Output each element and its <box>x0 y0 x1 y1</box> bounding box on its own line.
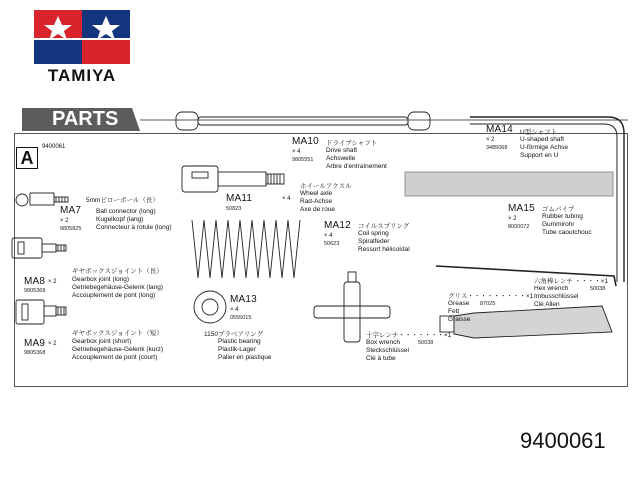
part-names: Coil spring Spiralfeder Ressort hélicoïdal <box>358 230 410 253</box>
tool-number: 87025 <box>480 301 496 307</box>
tool-jp-name: 十字レンチ・・・・・・・×1 <box>366 332 452 339</box>
part-jp-name: コイルスプリング <box>358 223 410 230</box>
part-number: 50623 <box>324 241 340 247</box>
gearbox-joint-long-illustration <box>12 238 66 258</box>
section-title: PARTS <box>52 108 119 130</box>
coil-spring-illustration <box>192 220 300 278</box>
part-id: MA10 <box>292 136 319 147</box>
drive-shaft-illustration <box>176 112 430 130</box>
part-jp-name: 1150プラベアリング <box>204 331 264 338</box>
part-id: MA14 <box>486 124 513 135</box>
part-names: Rubber tubing Gummirohr Tube caoutchouc <box>542 213 592 236</box>
part-jp-name: ギヤボックスジョイント（長） <box>72 268 163 275</box>
part-qty: × 2 <box>48 279 57 285</box>
part-id: MA7 <box>60 205 82 216</box>
part-names: Gearbox joint (short) Getriebegehäuse-Gelenk (kurz) Accouplement de pont (court) <box>72 338 164 361</box>
part-qty: × 4 <box>324 233 333 239</box>
part-names: Drive shaft Achswelle Arbre d'entraînement <box>326 147 387 170</box>
tool-names: Box wrench Steckschlüssel Clé à tube <box>366 339 409 362</box>
tool-names: Hex wrench Imbusschlüssel Clé Allen <box>534 285 579 308</box>
bag-letter: A <box>16 147 38 169</box>
part-number: 8000072 <box>508 224 530 230</box>
part-qty: × 2 <box>508 216 517 222</box>
rubber-tubing-illustration <box>405 172 613 196</box>
part-id: MA13 <box>230 294 257 305</box>
part-id: MA15 <box>508 203 535 214</box>
part-qty: × 4 <box>282 196 291 202</box>
part-id: MA12 <box>324 220 351 231</box>
gearbox-joint-short-illustration <box>16 300 66 324</box>
part-id: MA9 <box>24 338 46 349</box>
part-jp-name: ギヤボックスジョイント（短） <box>72 330 163 337</box>
plastic-bearing-illustration <box>194 291 226 323</box>
part-number: 0555015 <box>230 315 252 321</box>
part-names: Ball connector (long) Kugelkopf (lang) Connecteur à rotule (long) <box>96 208 172 231</box>
part-names: Wheel axle Rad-Achse Axe de roue <box>300 190 336 213</box>
part-jp-name: U型シャフト <box>520 129 558 136</box>
part-number: 9805551 <box>292 157 314 163</box>
part-qty: × 4 <box>230 307 239 313</box>
part-jp-name: ゴムパイプ <box>542 206 575 213</box>
tool-number: 50038 <box>590 286 606 292</box>
part-names: Gearbox joint (long) Getriebegehäuse-Gelenk (lang) Accouplement de pont (long) <box>72 276 164 299</box>
part-names: U-shaped shaft U-förmige Achse Support en U <box>520 136 569 159</box>
part-id: MA11 <box>226 193 253 204</box>
part-qty: × 2 <box>60 218 69 224</box>
part-names: Plastic bearing Plastik-Lager Palier en plastique <box>218 338 272 361</box>
tool-number: 50038 <box>418 340 434 346</box>
tool-names: Grease Fett Graisse <box>448 300 471 323</box>
part-number: 9805825 <box>60 226 82 232</box>
part-number: 3485068 <box>486 145 508 151</box>
part-number: 50823 <box>226 206 242 212</box>
part-jp-name: 5mmピローボール（長） <box>86 197 159 204</box>
part-id: MA8 <box>24 276 46 287</box>
bag-code: 9400061 <box>42 144 66 150</box>
wheel-axle-illustration <box>182 166 284 192</box>
part-qty: × 4 <box>292 149 301 155</box>
part-jp-name: ホイールアクスル <box>300 183 352 190</box>
part-qty: × 2 <box>486 137 495 143</box>
part-jp-name: ドライブシャフト <box>326 140 378 147</box>
brand-wordmark: TAMIYA <box>47 66 117 85</box>
tool-jp-name: グリス・・・・・・・・・×1 <box>448 293 534 300</box>
part-number: 9805368 <box>24 350 46 356</box>
part-number: 9805368 <box>24 288 46 294</box>
part-qty: × 2 <box>48 341 57 347</box>
tool-jp-name: 六角棒レンチ ・・・・×1 <box>534 278 609 285</box>
sheet-number: 9400061 <box>520 428 606 453</box>
